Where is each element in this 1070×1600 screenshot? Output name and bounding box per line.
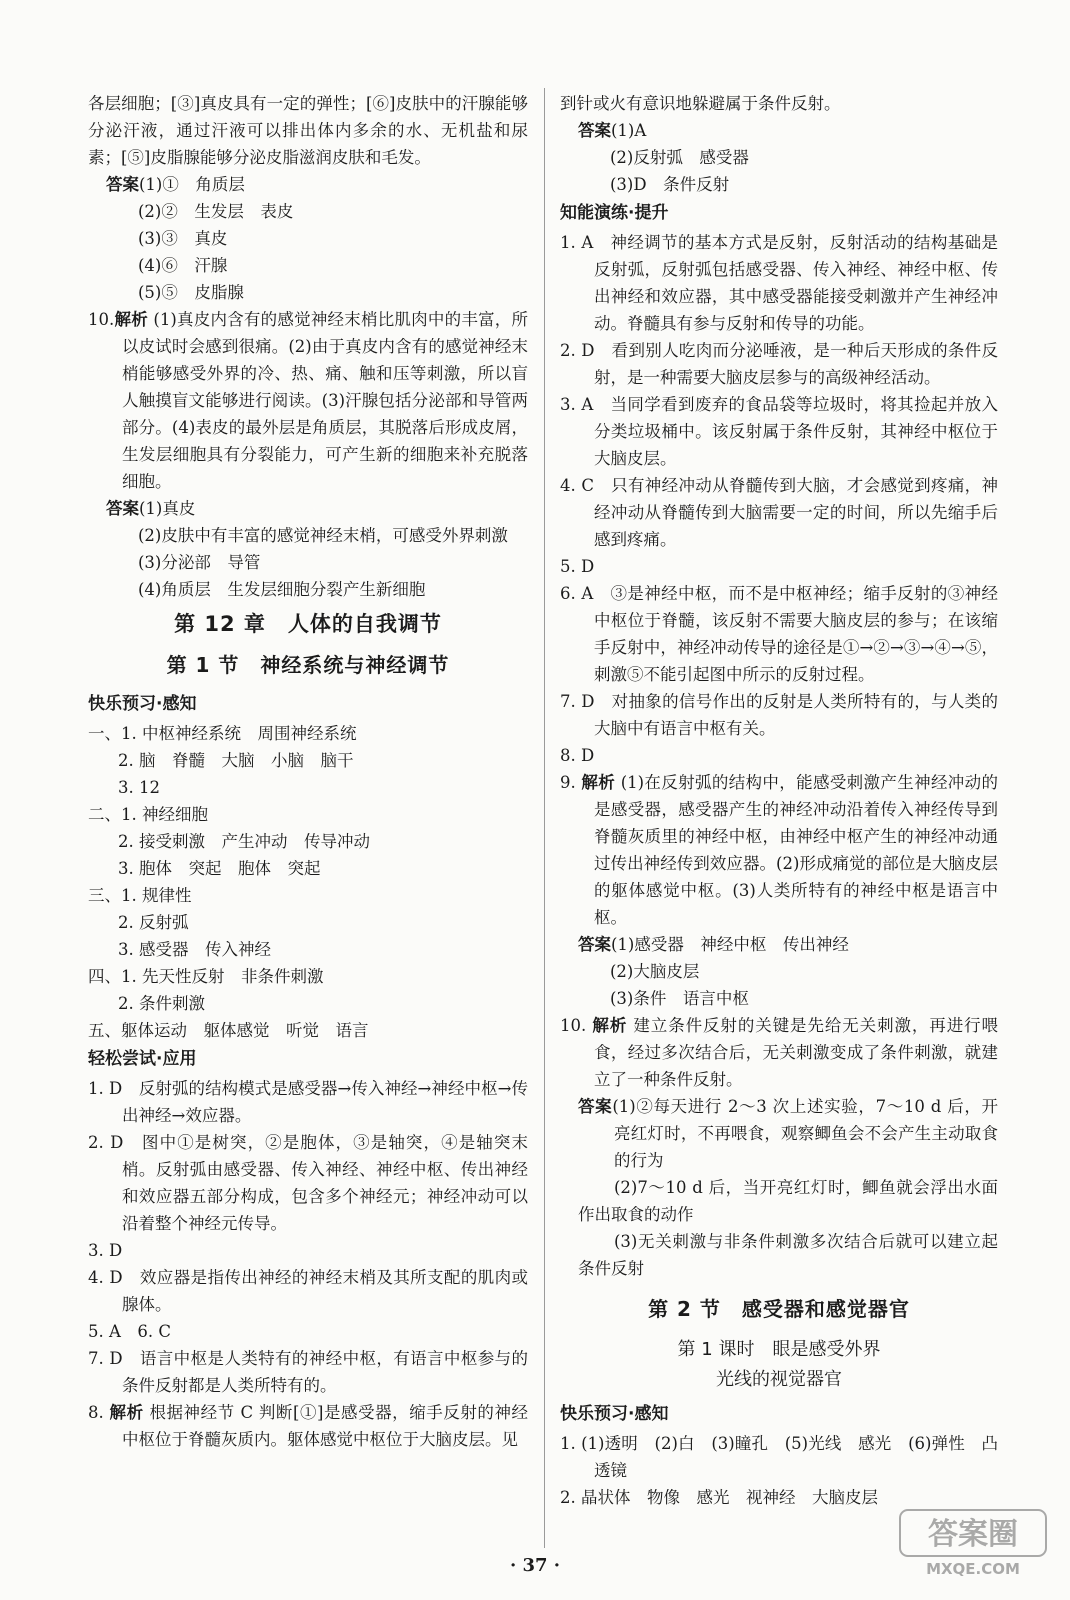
answer-line: (1)②每天进行 2～3 次上述实验，7～10 d 后，开亮红灯时，不再喂食，观察鲫鱼会不会产生主动取食的行为 [612,1097,999,1170]
answer-8-block [560,117,998,198]
section-title: 第 1 节 神经系统与神经调节 [166,653,450,677]
list-item: 4. D 效应器是指传出神经的神经末梢及其所支配的肌肉或腺体。 [88,1268,528,1314]
answer-line: (4)角质层 生发层细胞分裂产生新细胞 [138,580,426,599]
answer-9-block [560,931,998,1012]
watermark-icon [898,1508,1048,1580]
explanation-text: (1)真皮内含有的感觉神经末梢比肌肉中的丰富，所以皮试时会感到很痛。(2)由于真皮内含有的感觉神经末梢能够感受外界的冷、热、痛、触和压等刺激，所以盲人触摸盲文能够进行阅读。(3)汗腺包括分泌部和导管两部分。(4)表皮的最外层是角质层，其脱落后形成皮屑，生发层细胞具有分裂能力，可产生新的细胞来补充脱落细胞。 [122,310,529,491]
list-item: 3. D [88,1241,123,1260]
page-number: · 37 · [509,1555,561,1576]
subheading-improve: 知能演练·提升 [560,203,669,223]
question-number: 9. [560,773,576,792]
explanation-label: 解析 [114,310,148,329]
list-item: 四、1. 先天性反射 非条件刺激 [88,967,324,986]
answer-9-block [88,171,528,306]
list-item: 2. 脑 脊髓 大脑 小脑 脑干 [118,751,354,770]
answer-line: (4)⑥ 汗腺 [138,256,228,275]
subheading-try: 轻松尝试·应用 [88,1049,197,1069]
lesson-title-line1: 第 1 课时 眼是感受外界 [677,1339,881,1360]
list-item: 2. 晶状体 物像 感光 视神经 大脑皮层 [560,1488,878,1507]
list-item: 3. 感受器 传入神经 [118,940,271,959]
answer-line: (1)A [611,121,647,140]
watermark-logo [898,1508,1048,1580]
answer-line: (2)反射弧 感受器 [610,148,749,167]
question-number: 10. [88,310,115,329]
answer-10-block [88,495,528,522]
answer-line: (2)7～10 d 后，当开亮红灯时，鲫鱼就会浮出水面作出取食的动作 [578,1178,998,1224]
answer-line: (3)分泌部 导管 [138,553,261,572]
explanation-text: 建立条件反射的关键是先给无关刺激，再进行喂食，经过多次结合后，无关刺激变成了条件刺激，就建立了一种条件反射。 [594,1016,998,1089]
subheading-preview: 快乐预习·感知 [88,694,197,714]
answer-line: (2)皮肤中有丰富的感觉神经末梢，可感受外界刺激 [138,526,508,545]
left-column [88,90,528,1453]
answer-line: (3)无关刺激与非条件刺激多次结合后就可以建立起条件反射 [578,1232,998,1278]
explanation-text: (1)在反射弧的结构中，能感受刺激产生神经冲动的是感受器，感受器产生的神经冲动沿着传入神经传导到脊髓灰质里的神经中枢，由神经中枢产生的神经冲动通过传出神经传到效应器。(2)形成痛觉的部位是大脑皮层的躯体感觉中枢。(3)人类所特有的神经中枢是语言中枢。 [594,773,999,927]
list-item: 2. 反射弧 [118,913,189,932]
explanation-text: 根据神经节 C 判断[①]是感受器，缩手反射的神经中枢位于脊髓灰质内。躯体感觉中枢位于大脑皮层。见 [122,1403,528,1449]
improve-list [560,229,998,931]
answer-line: (1)① 角质层 [139,175,245,194]
question-number: 8. [88,1403,104,1422]
list-item: 7. D 语言中枢是人类特有的神经中枢，有语言中枢参与的条件反射都是人类所特有的。 [88,1349,528,1395]
list-item: 6. A ③是神经中枢，而不是中枢神经；缩手反射的③神经中枢位于脊髓，该反射不需要大脑皮层的参与；在该缩手反射中，神经冲动传导的途径是①→②→③→④→⑤，刺激⑤不能引起图中所示的反射过程。 [560,584,998,684]
list-item: 3. 胞体 突起 胞体 突起 [118,859,321,878]
subheading-preview-2: 快乐预习·感知 [560,1404,669,1424]
explanation-label: 解析 [109,1403,144,1422]
answer-line: (3)③ 真皮 [138,229,228,248]
list-item: 2. 接受刺激 产生冲动 传导冲动 [118,832,370,851]
answer-label: 答案 [106,175,139,194]
list-item: 5. D [560,557,595,576]
question-10-explanation [88,306,528,495]
answer-9-explanation-tail: 各层细胞；[③]真皮具有一定的弹性；[⑥]皮肤中的汗腺能够分泌汗液，通过汗液可以排出体内多余的水、无机盐和尿素；[⑤]皮脂腺能够分泌皮脂滋润皮肤和毛发。 [88,94,528,167]
column-divider [544,88,545,1548]
chapter-title: 第 12 章 人体的自我调节 [174,612,442,636]
list-item: 7. D 对抽象的信号作出的反射是人类所特有的，与人类的大脑中有语言中枢有关。 [560,692,998,738]
list-item: 2. D 图中①是树突，②是胞体，③是轴突，④是轴突末梢。反射弧由感受器、传入神经、神经中枢、传出神经和效应器五部分构成，包含多个神经元；神经冲动可以沿着整个神经元传导。 [88,1133,528,1233]
answer-label: 答案 [578,1097,613,1116]
list-item: 1. (1)透明 (2)白 (3)瞳孔 (5)光线 感光 (6)弹性 凸透镜 [560,1434,998,1480]
answer-label: 答案 [578,121,611,140]
list-item: 2. 条件刺激 [118,994,205,1013]
question-10-explanation [560,1012,998,1093]
list-item: 五、躯体运动 躯体感觉 听觉 语言 [88,1021,369,1040]
watermark-text: 答案圈 [928,1517,1018,1552]
answer-line: (3)条件 语言中枢 [610,989,749,1008]
answer-line: (3)D 条件反射 [610,175,730,194]
list-item: 三、1. 规律性 [88,886,192,905]
question-9-explanation [560,769,998,931]
try-list [88,1075,528,1453]
answer-line: (5)⑤ 皮脂腺 [138,283,244,302]
list-item: 8. D [560,746,595,765]
answer-10-block [560,1093,998,1282]
list-item: 1. D 反射弧的结构模式是感受器→传入神经→神经中枢→传出神经→效应器。 [88,1079,528,1125]
list-item: 1. A 神经调节的基本方式是反射，反射活动的结构基础是反射弧，反射弧包括感受器、传入神经、神经中枢、传出神经和效应器，其中感受器能接受刺激并产生神经冲动。脊髓具有参与反射和传导的功能。 [560,233,998,333]
list-item: 二、1. 神经细胞 [88,805,208,824]
answer-line: (2)大脑皮层 [610,962,700,981]
lesson-title-line2: 光线的视觉器官 [716,1369,842,1390]
explanation-label: 解析 [581,773,616,792]
answer-line: (1)真皮 [139,499,196,518]
preview-list [88,720,528,1044]
explanation-label: 解析 [592,1016,628,1035]
list-item: 一、1. 中枢神经系统 周围神经系统 [88,724,357,743]
list-item: 2. D 看到别人吃肉而分泌唾液，是一种后天形成的条件反射，是一种需要大脑皮层参与的高级神经活动。 [560,341,998,387]
question-number: 10. [560,1016,587,1035]
answer-label: 答案 [578,935,611,954]
section-title: 第 2 节 感受器和感觉器官 [648,1297,910,1321]
right-column [560,90,998,1511]
answer-line: (1)感受器 神经中枢 传出神经 [611,935,849,954]
question-8-explanation [88,1399,528,1453]
list-item: 5. A 6. C [88,1322,172,1341]
question-8-explanation-tail: 到针或火有意识地躲避属于条件反射。 [560,94,841,113]
answer-label: 答案 [106,499,139,518]
list-item: 3. A 当同学看到废弃的食品袋等垃圾时，将其捡起并放入分类垃圾桶中。该反射属于条件反射，其神经中枢位于大脑皮层。 [560,395,998,468]
answer-line: (2)② 生发层 表皮 [138,202,294,221]
list-item: 3. 12 [118,778,160,797]
list-item: 4. C 只有神经冲动从脊髓传到大脑，才会感觉到疼痛，神经冲动从脊髓传到大脑需要一定的时间，所以先缩手后感到疼痛。 [560,476,998,549]
watermark-url: MXQE.COM [926,1560,1020,1578]
